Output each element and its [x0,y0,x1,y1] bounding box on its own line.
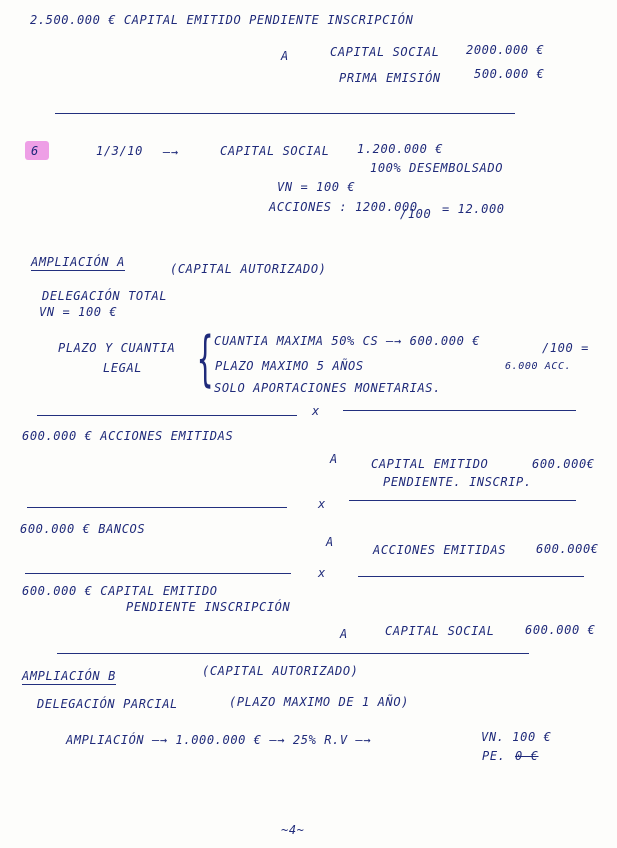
journal-line [25,573,291,574]
ampA-cond2: PLAZO MAXIMO 5 AÑOS [215,359,364,373]
divider [55,113,515,114]
entry1-credit1-label: CAPITAL SOCIAL [330,45,440,59]
entry4-debit2: PENDIENTE INSCRIPCIÓN [126,600,291,614]
ampB-pe-label: PE. [482,749,506,763]
entry4-amount: 600.000 € [525,623,596,637]
entry2-amount: 600.000€ [532,457,595,471]
entry1-credit2-label: PRIMA EMISIÓN [339,71,441,85]
ampB-delegation: DELEGACIÓN PARCIAL [37,697,178,711]
journal-line [37,415,297,416]
capital-amount: 1.200.000 € [357,142,444,156]
entry3-amount: 600.000€ [536,542,599,556]
brace: { [197,324,214,394]
entry2-credit2: PENDIENTE. INSCRIP. [383,475,532,489]
entry1-debit: 2.500.000 € CAPITAL EMITIDO PENDIENTE INSCRIPCIÓN [30,13,414,27]
journal-line [27,507,287,508]
acciones-divisor: /100 [400,207,432,221]
ampB-plazo: (PLAZO MAXIMO DE 1 AÑO) [229,695,409,709]
separator-x: x [318,497,326,511]
entry1-credit1-amount: 2000.000 € [466,43,545,57]
ampA-title: AMPLIACIÓN A [31,255,125,269]
entry3-credit: ACCIONES EMITIDAS [373,543,507,557]
capital-label: CAPITAL SOCIAL [220,144,330,158]
divider [57,653,529,654]
ampA-vn: VN = 100 € [39,305,118,319]
disbursed-note: 100% DESEMBOLSADO [370,161,504,175]
arrow: —→ [163,145,179,159]
ampB-type: (CAPITAL AUTORIZADO) [202,664,359,678]
ampB-line: AMPLIACIÓN —→ 1.000.000 € —→ 25% R.V —→ [66,733,372,747]
ampA-cond1: CUANTIA MAXIMA 50% CS —→ 600.000 € [214,334,481,348]
journal-line [349,500,576,501]
entry3-to: A [326,535,334,549]
separator-x: x [312,404,320,418]
problem-date: 1/3/10 [96,144,143,158]
ampA-plazo-1: PLAZO Y CUANTIA [58,341,176,355]
entry2-credit: CAPITAL EMITIDO [371,457,489,471]
journal-line [358,576,584,577]
ampA-delegation: DELEGACIÓN TOTAL [42,289,168,303]
ampB-title: AMPLIACIÓN B [22,669,116,683]
entry2-debit: 600.000 € ACCIONES EMITIDAS [22,429,234,443]
ampB-pe-value: 0 € [515,749,539,763]
ampA-plazo-2: LEGAL [103,361,143,375]
ampA-type: (CAPITAL AUTORIZADO) [170,262,327,276]
entry4-to: A [340,627,348,641]
journal-line [343,410,576,411]
entry1-credit2-amount: 500.000 € [474,67,545,81]
page-number: ~4~ [281,823,305,837]
entry2-to: A [330,452,338,466]
entry1-to: A [281,49,289,63]
acciones-label: ACCIONES : 1200.000 [269,200,418,214]
acciones-result: = 12.000 [442,202,505,216]
ampA-cond3: SOLO APORTACIONES MONETARIAS. [214,381,441,395]
separator-x: x [318,566,326,580]
problem-number: 6 [31,144,39,158]
entry3-debit: 600.000 € BANCOS [20,522,146,536]
entry4-debit: 600.000 € CAPITAL EMITIDO [22,584,218,598]
ampB-vn: VN. 100 € [481,730,552,744]
vn-value: VN = 100 € [277,180,356,194]
entry4-credit: CAPITAL SOCIAL [385,624,495,638]
ampA-cond1-divisor: /100 = [542,341,589,355]
ampA-cond1-result: 6.000 ACC. [505,361,572,372]
